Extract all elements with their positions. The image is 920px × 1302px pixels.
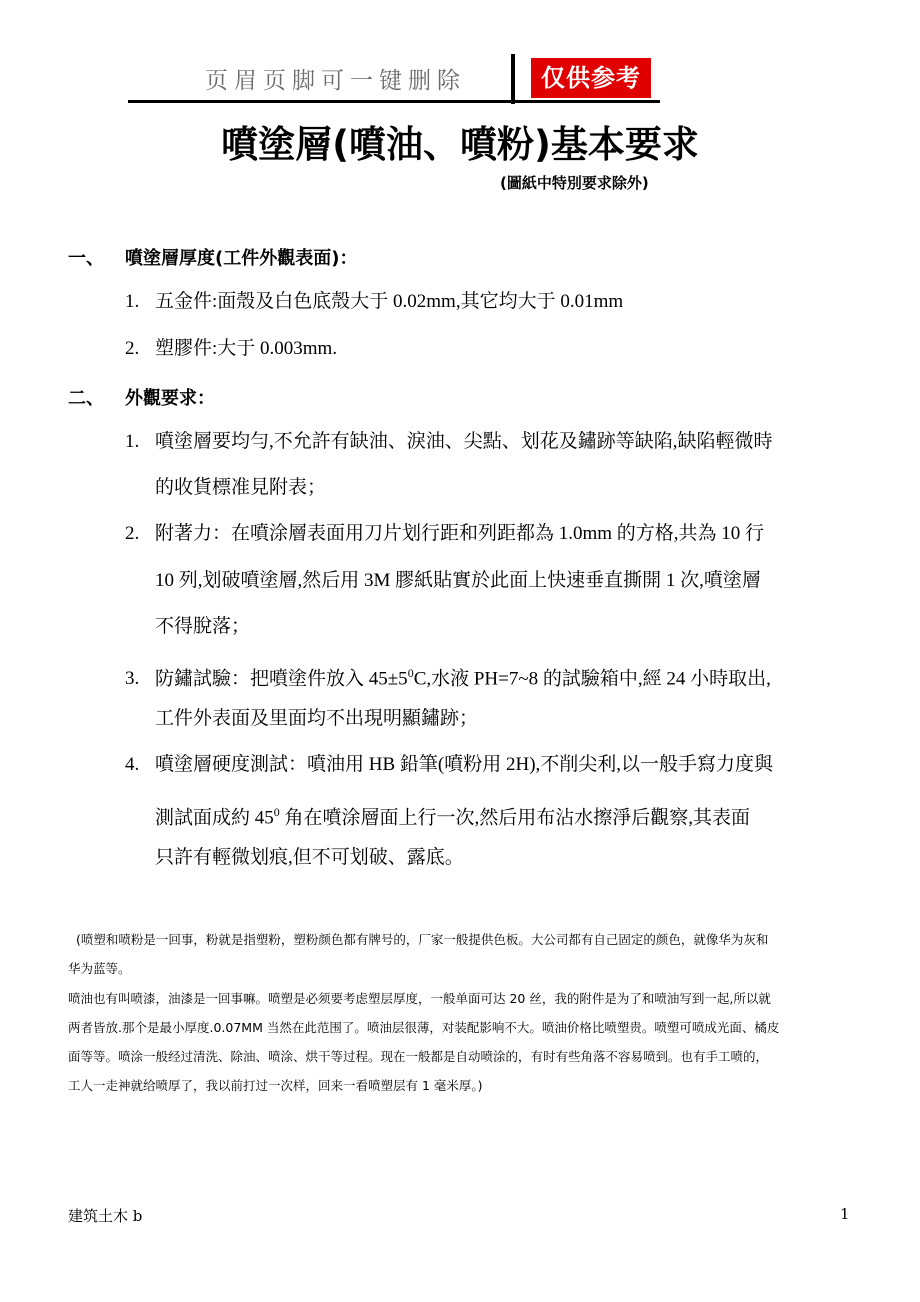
note-line: 华为蓝等。 bbox=[68, 961, 131, 976]
note-line: (喷塑和喷粉是一回事，粉就是指塑粉，塑粉颜色都有牌号的，厂家一般提供色板。大公司都有自己固定的颜色，就像华为灰和 bbox=[76, 932, 769, 947]
list-item bbox=[125, 430, 773, 454]
item-text: 角在噴涂層面上行一次,然后用布沾水擦淨后觀察,其表面 bbox=[279, 807, 751, 829]
list-item bbox=[125, 290, 623, 314]
item-number: 3. bbox=[125, 668, 140, 690]
item-text: 防鏽試驗：把噴塗件放入 45±5 bbox=[155, 668, 408, 690]
list-item bbox=[125, 753, 773, 777]
note-line: 面等等。喷涂一般经过清洗、除油、喷涂、烘干等过程。现在一般都是自动喷涂的，有时有些角落不容易喷到。也有手工喷的， bbox=[68, 1049, 769, 1064]
section-heading bbox=[68, 244, 357, 270]
page-number: 1 bbox=[840, 1205, 850, 1223]
section-title: 噴塗層厚度(工件外觀表面)： bbox=[125, 248, 358, 269]
superscript: 0 bbox=[407, 666, 414, 680]
list-item bbox=[125, 661, 771, 691]
item-number: 2. bbox=[125, 338, 140, 359]
item-number: 1. bbox=[125, 291, 140, 312]
note-line: 喷油也有叫喷漆，油漆是一回事嘛。喷塑是必须要考虑塑层厚度，一般单面可达 20 丝，我的附件是为了和喷油写到一起,所以就 bbox=[68, 991, 771, 1006]
list-item bbox=[125, 337, 337, 361]
section-heading bbox=[68, 384, 215, 410]
item-text: 噴塗層要均勻,不允許有缺油、淚油、尖點、划花及鏽跡等缺陷,缺陷輕微時 bbox=[155, 431, 773, 452]
item-text: 10 列,划破噴塗層,然后用 3M 膠紙貼實於此面上快速垂直撕開 1 次,噴塗層 bbox=[155, 570, 761, 591]
item-text: 附著力：在噴涂層表面用刀片划行距和列距都為 1.0mm 的方格,共為 10 行 bbox=[155, 523, 765, 544]
header-text: 页眉页脚可一键删除 bbox=[205, 68, 466, 94]
item-number: 1. bbox=[125, 431, 140, 452]
item-text: 測試面成約 45 bbox=[155, 807, 274, 829]
section-number: 二、 bbox=[68, 388, 104, 409]
note-line: 两者皆放.那个是最小厚度.0.07MM 当然在此范围了。喷油层很薄，对装配影响不大。喷油价格比喷塑贵。喷塑可喷成光面、橘皮 bbox=[68, 1020, 780, 1035]
header-rule bbox=[128, 100, 660, 103]
page-subtitle: (圖紙中特別要求除外) bbox=[500, 174, 649, 192]
footer-text: 建筑土木 b bbox=[68, 1207, 143, 1225]
note-line: 工人一走神就给喷厚了，我以前打过一次样，回来一看喷塑层有 1 毫米厚。) bbox=[68, 1078, 483, 1093]
item-number: 2. bbox=[125, 523, 140, 544]
item-text: 只許有輕微划痕,但不可划破、露底。 bbox=[155, 847, 464, 868]
list-item bbox=[125, 522, 764, 546]
page-title: 噴塗層(噴油、噴粉)基本要求 bbox=[221, 123, 699, 166]
superscript: 0 bbox=[273, 805, 280, 819]
item-text: 噴塗層硬度測試：噴油用 HB 鉛筆(噴粉用 2H),不削尖利,以一般手寫力度與 bbox=[155, 754, 774, 775]
header-divider bbox=[511, 54, 515, 104]
item-text: 不得脫落； bbox=[155, 616, 251, 637]
item-number: 4. bbox=[125, 754, 140, 775]
section-title: 外觀要求： bbox=[125, 388, 215, 409]
item-text bbox=[155, 800, 750, 830]
item-text: 的收貨標准見附表； bbox=[155, 477, 327, 498]
item-text: 塑膠件:大于 0.003mm. bbox=[155, 338, 338, 359]
item-text: 工件外表面及里面均不出現明顯鏽跡； bbox=[155, 708, 479, 729]
section-number: 一、 bbox=[68, 248, 104, 269]
item-text: 五金件:面殼及白色底殼大于 0.02mm,其它均大于 0.01mm bbox=[155, 291, 624, 312]
item-text: C,水液 PH=7~8 的試驗箱中,經 24 小時取出, bbox=[413, 668, 771, 690]
reference-badge: 仅供参考 bbox=[531, 58, 651, 98]
